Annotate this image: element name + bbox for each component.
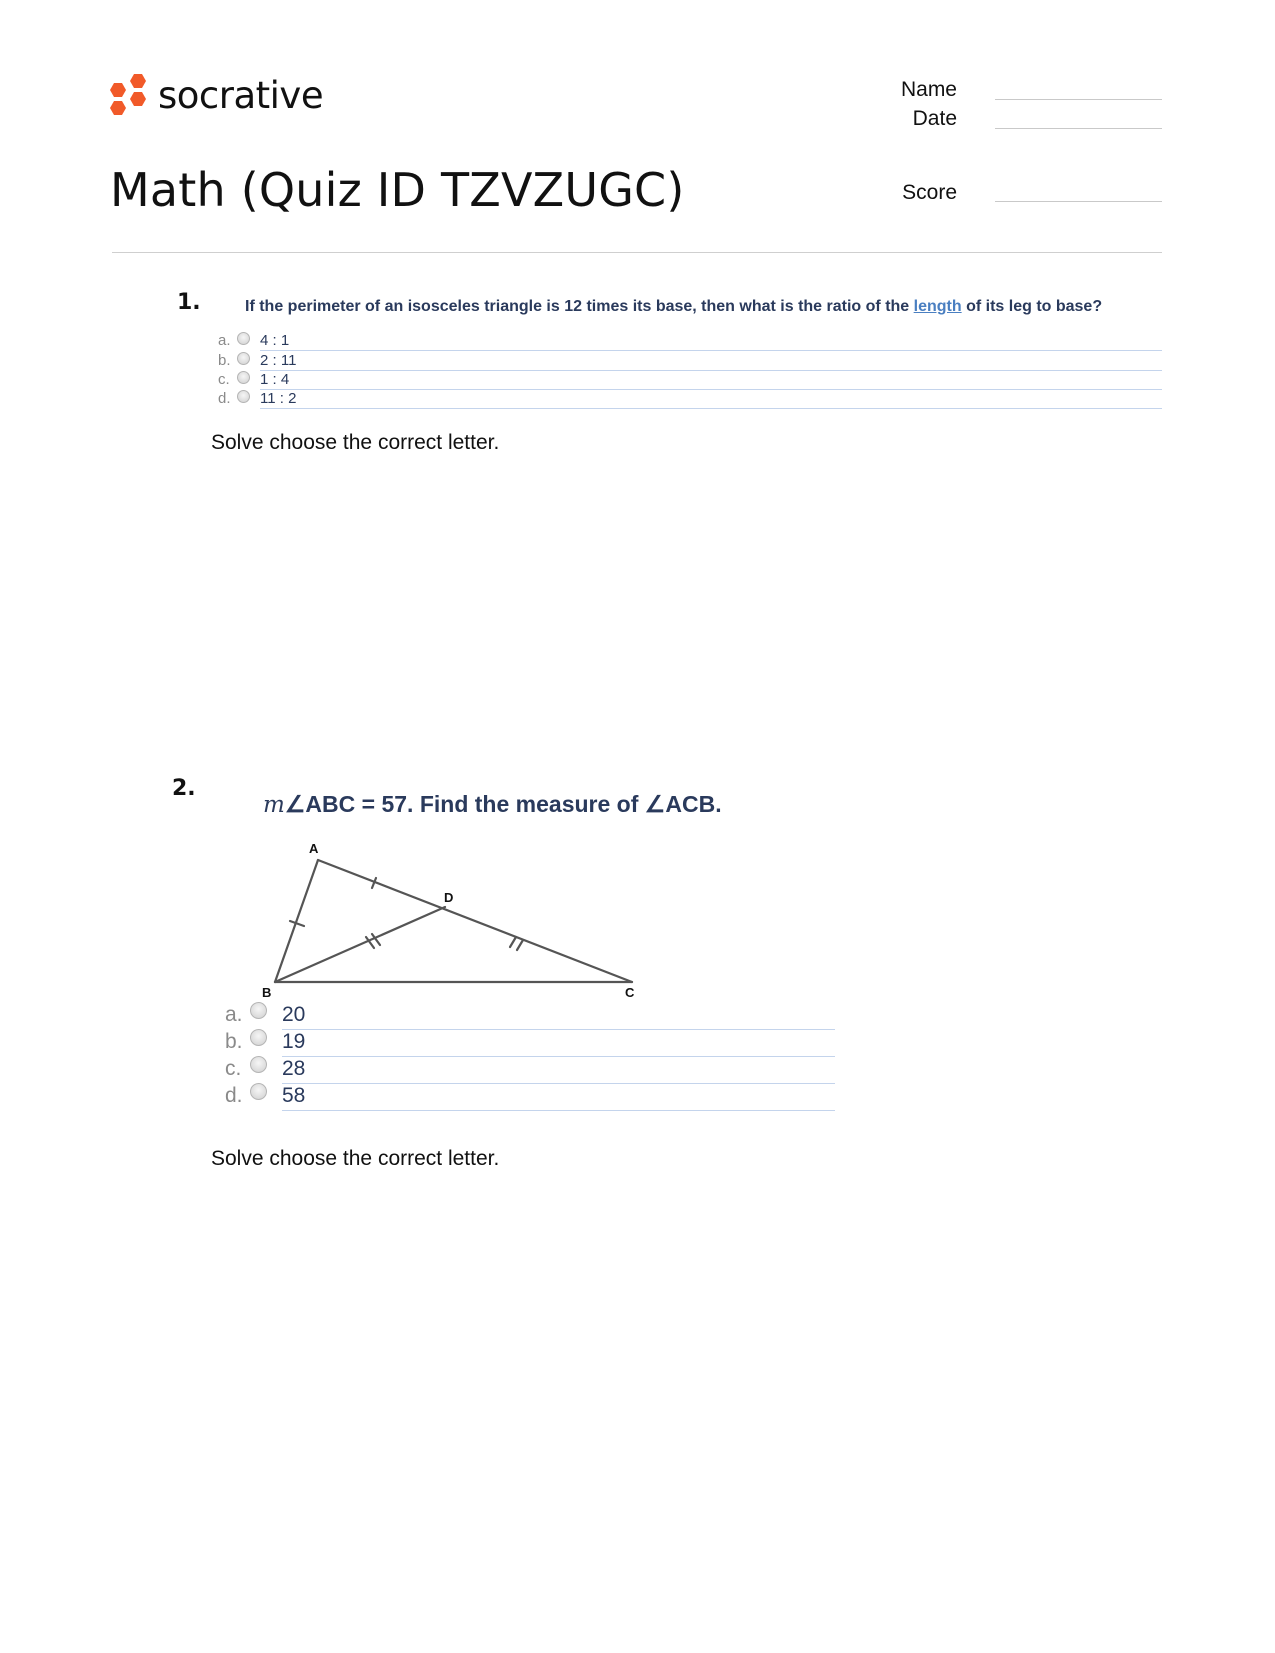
vertex-label-d: D [444, 890, 454, 905]
option-row[interactable] [225, 1029, 835, 1057]
radio-button[interactable] [250, 1029, 267, 1046]
hexagon-cluster-icon [110, 72, 150, 122]
option-row[interactable] [218, 331, 1162, 351]
option-letter: a. [225, 1003, 243, 1026]
option-text: 28 [282, 1057, 306, 1080]
question-1-text-before: If the perimeter of an isosceles triangle is 12 times its base, then what is the ratio of the [245, 298, 914, 315]
vertex-label-a: A [309, 841, 319, 856]
vertex-label-c: C [625, 985, 635, 1000]
length-link[interactable]: length [913, 298, 962, 315]
option-text: 19 [282, 1030, 306, 1053]
question-2-number: 2. [172, 776, 196, 801]
option-letter: b. [218, 352, 231, 369]
brand-name: socrative [158, 74, 324, 117]
option-letter: d. [225, 1084, 243, 1107]
question-2-text [263, 791, 722, 818]
option-text: 4 : 1 [260, 332, 290, 349]
question-2-italic-m: m [263, 792, 285, 818]
option-row[interactable] [218, 389, 1162, 409]
radio-button[interactable] [237, 332, 250, 345]
date-label: Date [912, 107, 957, 130]
option-letter: d. [218, 390, 231, 407]
question-1-text-after: of its leg to base? [961, 298, 1103, 315]
score-label: Score [902, 181, 957, 204]
option-underline [260, 408, 1162, 409]
radio-button[interactable] [237, 371, 250, 384]
question-2-text-body: ∠ABC = 57. Find the measure of ∠ACB. [284, 791, 722, 817]
question-1-number: 1. [177, 290, 201, 315]
triangle-diagram [240, 835, 640, 1005]
radio-button[interactable] [250, 1002, 267, 1019]
name-label: Name [900, 78, 957, 101]
radio-button[interactable] [237, 390, 250, 403]
option-text: 11 : 2 [260, 390, 297, 407]
option-row[interactable] [225, 1002, 835, 1030]
option-letter: b. [225, 1030, 243, 1053]
header-divider [112, 252, 1162, 253]
date-field[interactable] [995, 128, 1162, 129]
radio-button[interactable] [250, 1056, 267, 1073]
vertex-label-b: B [262, 985, 272, 1000]
option-letter: c. [225, 1057, 242, 1080]
option-text: 20 [282, 1003, 306, 1026]
option-letter: a. [218, 332, 231, 349]
option-row[interactable] [218, 370, 1162, 390]
option-letter: c. [218, 371, 230, 388]
question-1-text [245, 298, 1102, 316]
radio-button[interactable] [237, 352, 250, 365]
score-field[interactable] [995, 201, 1162, 202]
question-2-instruction: Solve choose the correct letter. [211, 1147, 500, 1170]
option-row[interactable] [225, 1083, 835, 1111]
option-text: 2 : 11 [260, 352, 297, 369]
name-field[interactable] [995, 99, 1162, 100]
option-text: 58 [282, 1084, 306, 1107]
option-underline [282, 1110, 835, 1111]
option-text: 1 : 4 [260, 371, 290, 388]
option-row[interactable] [225, 1056, 835, 1084]
option-row[interactable] [218, 351, 1162, 371]
page-title: Math (Quiz ID TZVZUGC) [110, 163, 685, 217]
question-1-instruction: Solve choose the correct letter. [211, 431, 500, 454]
socrative-logo [110, 72, 340, 124]
radio-button[interactable] [250, 1083, 267, 1100]
